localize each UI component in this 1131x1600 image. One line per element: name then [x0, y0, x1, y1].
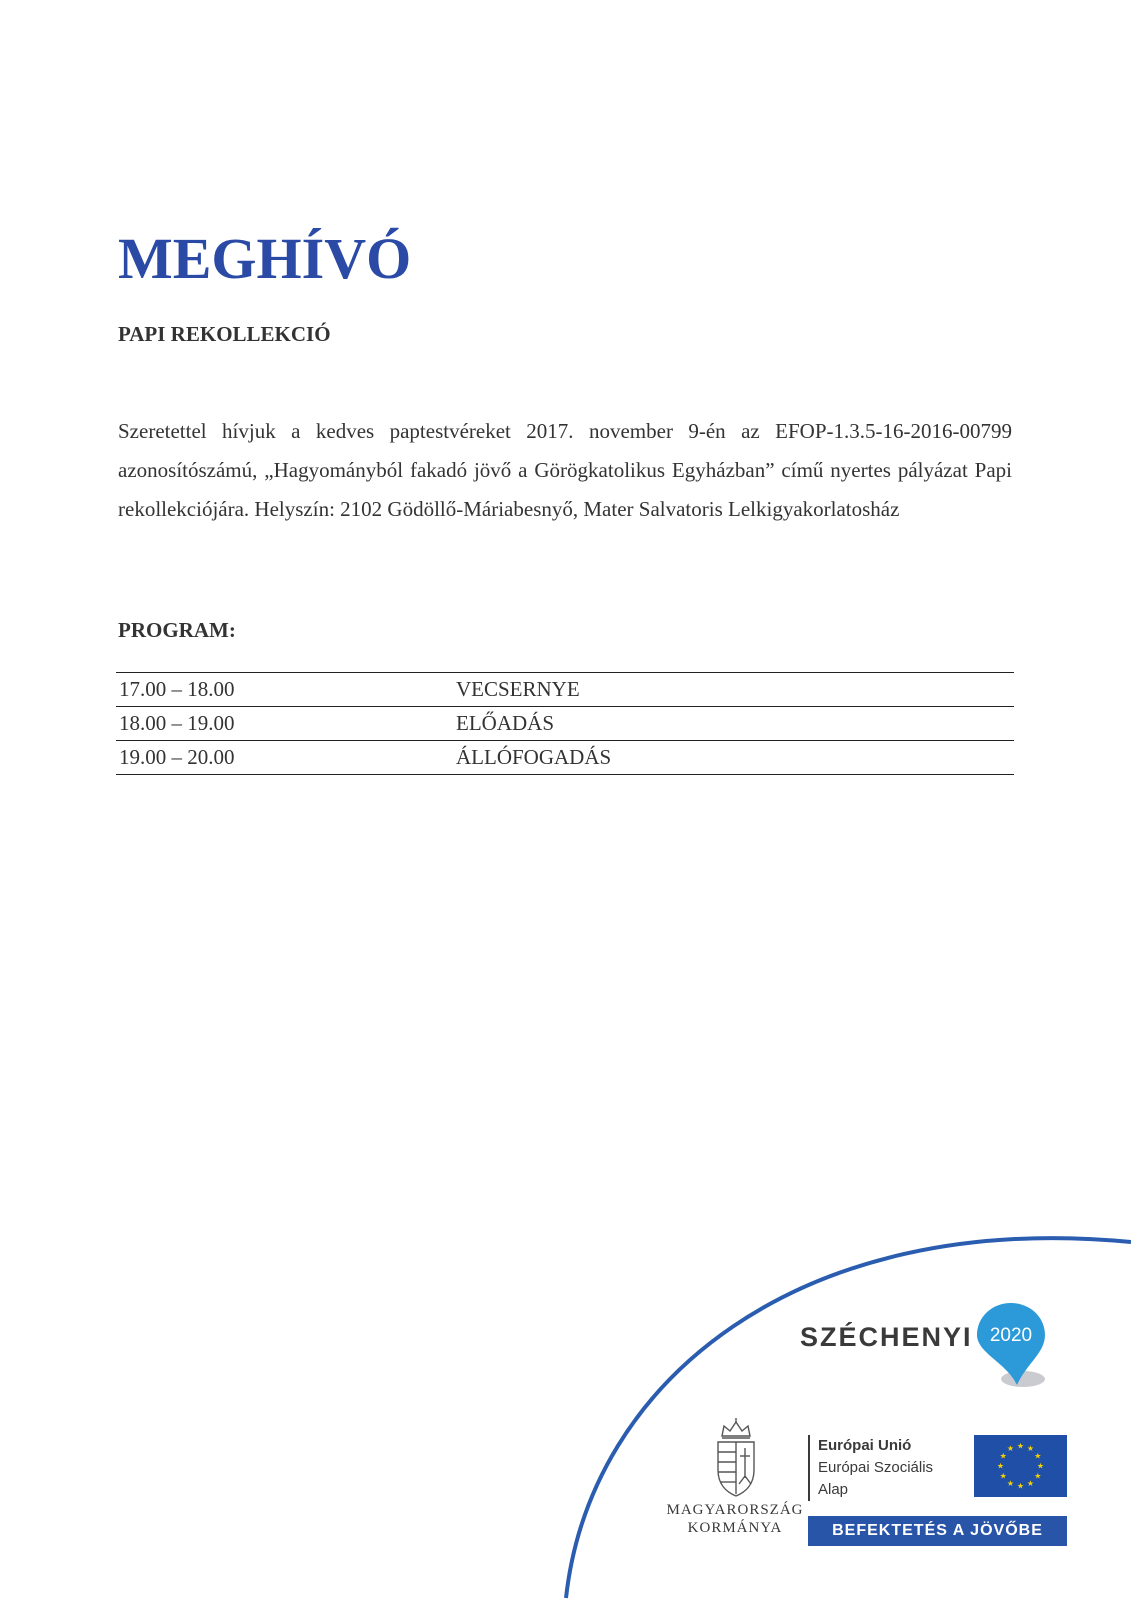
eu-star-icon: ★ [1006, 1478, 1015, 1488]
eu-star-icon: ★ [999, 1451, 1007, 1461]
eu-star-icon: ★ [1036, 1461, 1045, 1471]
program-time: 18.00 – 19.00 [116, 707, 453, 741]
program-event: ELŐADÁS [453, 707, 1014, 741]
eu-fund-line1: Európai Szociális [818, 1459, 934, 1476]
program-heading: PROGRAM: [118, 618, 236, 642]
eu-flag-icon [974, 1435, 1067, 1497]
program-time: 17.00 – 18.00 [116, 673, 453, 707]
program-time: 19.00 – 20.00 [116, 741, 453, 775]
eu-star-icon: ★ [1034, 1471, 1042, 1481]
eu-star-icon: ★ [1034, 1451, 1042, 1461]
invitation-text: Szeretettel hívjuk a kedves paptestvéreket 2017. november 9-én az EFOP-1.3.5-16-2016-00799 azonosítószámú, „Hagyományból fakadó jövő a Görögkatolikus Egyházban” című nyertes pályázat Papi rekollekciójára. Helyszín: 2102 Gödöllő-Máriabesnyő, Mater Salvatoris Lelkigyakorlatosház [118, 419, 1012, 521]
hungarian-coat-of-arms-icon [708, 1418, 764, 1498]
eu-divider [808, 1435, 810, 1501]
eu-name: Európai Unió [818, 1437, 912, 1454]
document-title: MEGHÍVÓ [118, 226, 412, 291]
eu-star-icon: ★ [1026, 1478, 1035, 1488]
eu-star-icon: ★ [1016, 1481, 1025, 1491]
eu-star-icon: ★ [1006, 1444, 1015, 1454]
government-name-line2: KORMÁNYA [687, 1520, 783, 1536]
government-name-line1: MAGYARORSZÁG [666, 1502, 804, 1518]
program-event: ÁLLÓFOGADÁS [453, 741, 1014, 775]
eu-star-icon: ★ [996, 1461, 1005, 1471]
eu-star-icon: ★ [1026, 1444, 1035, 1454]
eu-star-icon: ★ [1016, 1441, 1025, 1451]
szechenyi-year: 2020 [989, 1325, 1033, 1346]
eu-fund-line2: Alap [818, 1481, 849, 1498]
szechenyi-logo-text: SZÉCHENYI [800, 1322, 973, 1352]
document-subtitle: PAPI REKOLLEKCIÓ [118, 322, 331, 346]
eu-star-icon: ★ [999, 1471, 1007, 1481]
program-event: VECSERNYE [453, 673, 1014, 707]
invest-slogan: BEFEKTETÉS A JÖVŐBE [808, 1516, 1067, 1546]
